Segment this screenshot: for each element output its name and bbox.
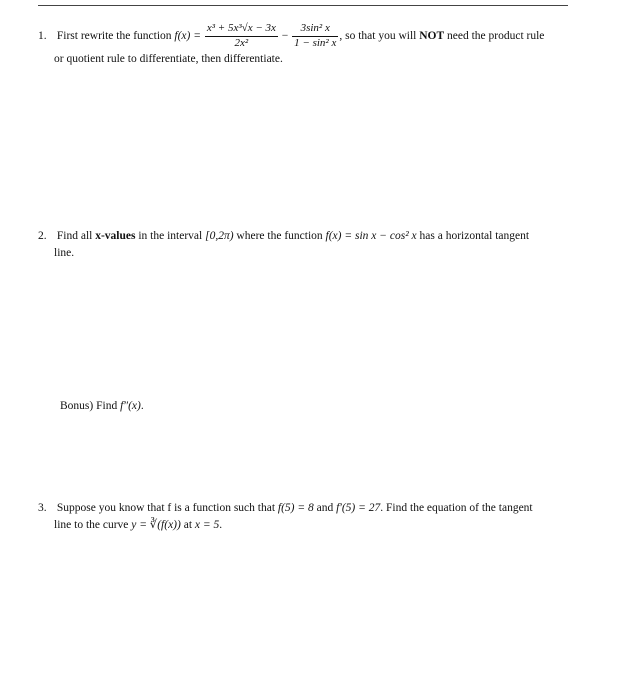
bonus-label: Bonus) Find [60,400,118,412]
problem-3-and: and [316,502,334,514]
problem-3-number: 3. [38,502,47,514]
problem-1-intro: First rewrite the function [56,29,172,42]
fraction-1-numerator: x³ + 5x³√x − 3x [205,22,278,37]
problem-3-line-2 [38,517,578,534]
top-divider [38,5,568,6]
problem-3-text-a: Suppose you know that f is a function such that [56,502,276,514]
bonus-end: . [140,400,144,412]
problem-1-after-function: , so that you will [339,29,417,42]
problem-2-number: 2. [38,230,47,242]
problem-3-condition-1: f(5) = 8 [277,502,314,514]
problem-2-text-b: in the interval [138,230,203,242]
bonus-expression: f″(x) [120,400,141,412]
problem-2-text-d: has a horizontal tangent [419,230,530,242]
problem-3-line-2-a: line to the curve [54,519,129,532]
problem-2-function: f(x) = sin x − cos² x [325,230,417,242]
problem-3-condition-2: f′(5) = 27 [336,502,381,514]
problem-1-line-2: or quotient rule to differentiate, then differentiate. [54,52,283,65]
problem-3-line-2-b: at [183,519,193,532]
problem-1-after-not: need the product rule [447,29,545,42]
problem-2-text-a: Find all [56,230,93,242]
problem-2-text-c: where the function [236,230,323,242]
problem-1-fraction-1 [205,22,278,51]
problem-1 [38,22,578,68]
problem-1-fraction-2 [292,22,338,51]
fraction-2-numerator: 3sin² x [292,22,338,37]
problem-3-line-1 [38,500,578,517]
problem-1-minus-sign: − [281,29,289,42]
problem-2-line-2: line. [54,247,75,260]
problem-3-end: . [219,519,223,532]
problem-3-text-b: . Find the equation of the tangent [380,502,533,514]
problem-1-number: 1. [38,29,47,42]
problem-3-point: x = 5 [194,519,220,532]
problem-2-interval: [0,2π) [205,230,234,242]
bonus-question [60,400,144,412]
problem-2-line-1 [38,228,578,245]
fraction-1-denominator: 2x² [234,36,249,49]
problem-2-bold-x-values: x-values [95,230,136,242]
fraction-2-denominator: 1 − sin² x [294,36,337,49]
problem-3 [38,500,578,535]
problem-2 [38,228,578,263]
problem-1-function-prefix: f(x) = [174,29,201,42]
problem-1-bold-not: NOT [419,29,445,42]
problem-1-line-1 [38,22,578,51]
problem-3-curve: y = ∛(f(x)) [131,519,181,532]
